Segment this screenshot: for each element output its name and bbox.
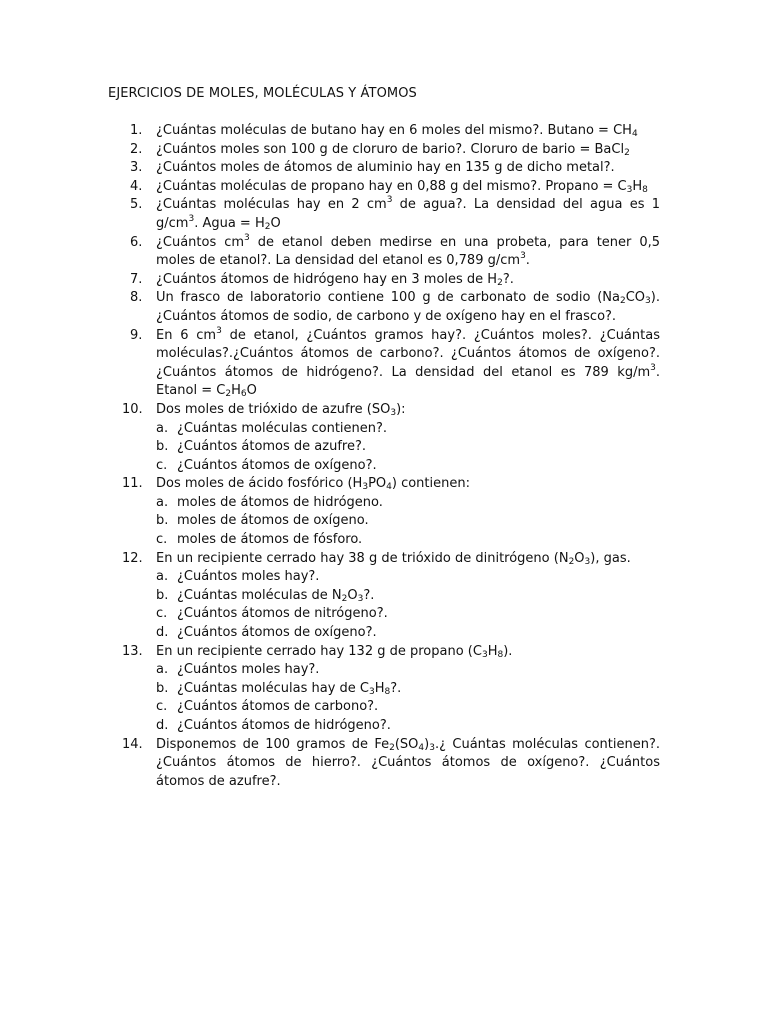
exercise-number: 8. — [130, 290, 143, 306]
sub-letter: a. — [156, 494, 169, 510]
exercise-number: 3. — [130, 160, 143, 176]
exercise-item: 10. Dos moles de trióxido de azufre $(SO_3)$: — [122, 401, 406, 418]
sub-letter: b. — [156, 513, 169, 529]
exercise-number: 5. — [130, 197, 143, 213]
sub-letter: a. — [156, 662, 169, 678]
exercise-item: 9. En 6 $cm^3$ de etanol, ¿Cuántos gramos hay?. ¿Cuántos moles?. ¿Cuántas moléculas?.¿Cuántos átomos de carbono?. ¿Cuántos átomos de oxígeno?. ¿Cuántos átomos de hidrógeno?. La densidad del etanol es 789 $kg/m^3$. Etanol = $C_2H_6O$ — [130, 325, 660, 400]
exercise-number: 6. — [130, 234, 143, 250]
sub-letter: c. — [156, 606, 168, 622]
page-title: EJERCICIOS DE MOLES, MOLÉCULAS Y ÁTOMOS — [108, 86, 417, 101]
sub-question: a. ¿Cuántas moléculas contienen?. — [108, 420, 660, 439]
sub-question: d. ¿Cuántos átomos de oxígeno?. — [108, 624, 660, 643]
sub-question: a. ¿Cuántos moles hay?. — [108, 661, 660, 680]
exercise-list — [108, 122, 660, 791]
sub-question: b. ¿Cuántas moléculas hay de $C_3H_8$?. — [156, 680, 402, 697]
sub-letter: c. — [156, 532, 168, 548]
exercise-item: 12. En un recipiente cerrado hay 38 g de trióxido de dinitrógeno $(N_2O_3)$, gas. — [122, 550, 631, 567]
exercise-number: 10. — [122, 401, 143, 417]
exercise-item: 11. Dos moles de ácido fosfórico $(H_3PO_4)$ contienen: — [122, 476, 470, 493]
exercise-item: 5. ¿Cuántas moléculas hay en 2 $cm^3$ de agua?. La densidad del agua es 1 $g/cm^3$. Agua = $H_2O$ — [130, 195, 660, 232]
exercise-number: 1. — [130, 123, 143, 138]
sub-letter: b. — [156, 587, 169, 603]
sub-letter: a. — [156, 569, 169, 585]
exercise-item: 7. ¿Cuántos átomos de hidrógeno hay en 3 moles de $H_2$?. — [130, 271, 514, 288]
exercise-number: 12. — [122, 550, 143, 566]
sub-question: c. ¿Cuántos átomos de oxígeno?. — [108, 457, 660, 476]
exercise-number: 7. — [130, 271, 143, 287]
sub-question: c. ¿Cuántos átomos de carbono?. — [108, 698, 660, 717]
exercise-item: 2. ¿Cuántos moles son 100 g de cloruro de bario?. Cloruro de bario = BaCl$_2$ — [130, 141, 630, 158]
sub-question: a. moles de átomos de hidrógeno. — [108, 494, 660, 513]
sub-question: d. ¿Cuántos átomos de hidrógeno?. — [108, 717, 660, 736]
sub-question: b. ¿Cuántas moléculas de $N_2O_3$?. — [156, 587, 375, 604]
sub-letter: b. — [156, 439, 169, 455]
exercise-item: 6. ¿Cuántos $cm^3$ de etanol deben medirse en una probeta, para tener 0,5 moles de etanol?. La densidad del etanol es 0,789 $g/cm^3$. — [130, 232, 660, 269]
exercise-item: 4. ¿Cuántas moléculas de propano hay en 0,88 g del mismo?. Propano = $C_3H_8$ — [130, 178, 648, 195]
sub-letter: d. — [156, 718, 169, 733]
sub-letter: a. — [156, 420, 169, 436]
sub-letter: c. — [156, 699, 168, 715]
exercise-item: 13. En un recipiente cerrado hay 132 g de propano $(C_3H_8)$. — [122, 643, 513, 660]
exercise-number: 9. — [130, 327, 143, 343]
exercise-number: 11. — [122, 476, 143, 492]
sub-question: b. moles de átomos de oxígeno. — [108, 512, 660, 531]
sub-letter: c. — [156, 457, 168, 473]
sub-question: a. ¿Cuántos moles hay?. — [108, 568, 660, 587]
exercise-item: 3. ¿Cuántos moles de átomos de aluminio hay en 135 g de dicho metal?. — [108, 159, 660, 178]
exercise-item: 8. Un frasco de laboratorio contiene 100 g de carbonato de sodio $(Na_2CO_3)$. ¿Cuántos átomos de sodio, de carbono y de oxígeno hay en el frasco?. — [130, 290, 660, 324]
exercise-number: 4. — [130, 178, 143, 194]
exercise-item: 14. Disponemos de 100 gramos de $Fe_2(SO_4)_3.¿$ Cuántas moléculas contienen?. ¿Cuántos átomos de hierro?. ¿Cuántos átomos de oxígeno?. ¿Cuántos átomos de azufre?. — [122, 736, 660, 789]
exercise-number: 2. — [130, 141, 143, 157]
sub-letter: b. — [156, 680, 169, 696]
sub-letter: d. — [156, 625, 169, 641]
sub-question: b. ¿Cuántos átomos de azufre?. — [108, 438, 660, 457]
exercise-number: 14. — [122, 736, 143, 752]
exercise-item: 1. ¿Cuántas moléculas de butano hay en 6 moles del mismo?. $Butano = CH_4$ — [130, 123, 638, 139]
exercise-number: 13. — [122, 643, 143, 659]
sub-question: c. ¿Cuántos átomos de nitrógeno?. — [108, 605, 660, 624]
sub-question: c. moles de átomos de fósforo. — [108, 531, 660, 550]
